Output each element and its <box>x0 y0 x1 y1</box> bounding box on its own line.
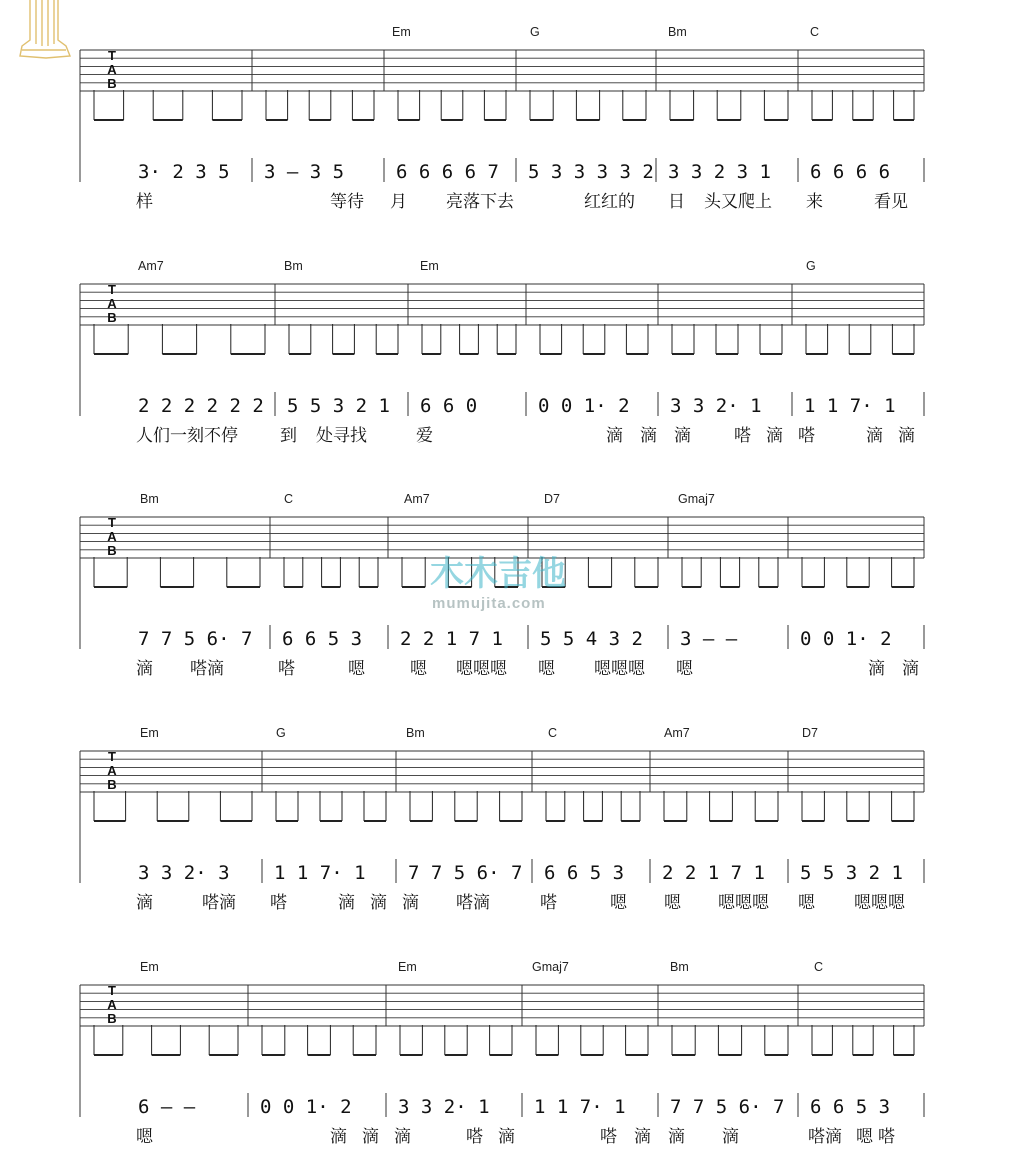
lyric-syllable: 滴 <box>402 893 419 913</box>
lyric-syllable: 头又爬上 <box>704 192 772 212</box>
lyric-syllable: 嗒滴 <box>190 659 224 679</box>
tab-clef-letter: B <box>107 310 117 325</box>
lyric-syllable: 嗯 <box>664 893 681 913</box>
jianpu-measure: 3 3 2 3 1 <box>668 161 771 183</box>
jianpu-measure: 6 6 5 3 <box>810 1096 891 1118</box>
lyric-syllable: 月 <box>390 192 407 212</box>
tab-clef-letter: A <box>107 997 117 1012</box>
lyric-syllable: 嗒 <box>278 659 295 679</box>
chord-name: Am7 <box>138 259 164 273</box>
lyric-syllable: 滴 <box>136 659 153 679</box>
jianpu-measure: 3· 2 3 5 <box>138 161 230 183</box>
lyric-syllable: 嗒 <box>798 426 815 446</box>
lyric-syllable: 样 <box>136 192 153 212</box>
lyric-syllable: 滴 <box>722 1127 739 1147</box>
jianpu-measure: 7 7 5 6· 7 <box>408 862 523 884</box>
lyric-syllable: 嗯 <box>538 659 555 679</box>
jianpu-measure: 3 3 2· 1 <box>670 395 762 417</box>
jianpu-measure: 2 2 1 7 1 <box>662 862 765 884</box>
chord-name: Gmaj7 <box>678 492 715 506</box>
jianpu-measure: 1 1 7· 1 <box>274 862 366 884</box>
lyric-syllable: 滴 <box>362 1127 379 1147</box>
chord-name: Bm <box>406 726 425 740</box>
jianpu-measure: 6 6 5 3 <box>282 628 363 650</box>
chord-name: G <box>806 259 816 273</box>
tab-clef-letter: A <box>107 62 117 77</box>
chord-name: D7 <box>802 726 818 740</box>
lyric-syllable: 等待 <box>330 192 364 212</box>
tab-clef-letter: T <box>108 515 116 530</box>
lyric-syllable: 滴 <box>868 659 885 679</box>
jianpu-measure: 6 – – <box>138 1096 196 1118</box>
jianpu-measure: 5 5 4 3 2 <box>540 628 643 650</box>
lyric-syllable: 嗯嗯嗯 <box>456 659 507 679</box>
lyric-syllable: 滴 <box>640 426 657 446</box>
jianpu-measure: 6 6 6 6 <box>810 161 891 183</box>
chord-name: Am7 <box>404 492 430 506</box>
tab-clef-letter: B <box>107 1011 117 1026</box>
tab-clef-letter: T <box>108 983 116 998</box>
lyric-syllable: 嗒滴 <box>202 893 236 913</box>
chord-name: Em <box>398 960 417 974</box>
chord-name: Am7 <box>664 726 690 740</box>
lyric-syllable: 滴 <box>674 426 691 446</box>
lyric-syllable: 嗒 <box>540 893 557 913</box>
jianpu-measure: 0 0 1· 2 <box>260 1096 352 1118</box>
guitar-logo-icon <box>20 0 70 58</box>
lyric-syllable: 到 <box>280 426 297 446</box>
lyric-syllable: 滴 <box>902 659 919 679</box>
lyric-syllable: 嗯 <box>348 659 365 679</box>
jianpu-measure: 5 5 3 2 1 <box>287 395 390 417</box>
tab-clef-letter: T <box>108 48 116 63</box>
jianpu-measure: 3 – 3 5 <box>264 161 345 183</box>
chord-name: Em <box>140 726 159 740</box>
lyric-syllable: 滴 <box>634 1127 651 1147</box>
watermark-site-cn: 木木吉他 <box>430 555 566 593</box>
tab-system <box>80 726 924 913</box>
tab-system <box>80 25 924 212</box>
jianpu-measure: 0 0 1· 2 <box>538 395 630 417</box>
chord-name: G <box>530 25 540 39</box>
jianpu-measure: 5 5 3 2 1 <box>800 862 903 884</box>
lyric-syllable: 看见 <box>874 192 908 212</box>
jianpu-measure: 6 6 5 3 <box>544 862 625 884</box>
tab-clef-letter: T <box>108 282 116 297</box>
watermark <box>430 555 566 612</box>
lyric-syllable: 嗒 <box>878 1127 895 1147</box>
jianpu-measure: 3 3 2· 3 <box>138 862 230 884</box>
jianpu-measure: 6 6 6 6 7 <box>396 161 499 183</box>
tab-clef-letter: A <box>107 296 117 311</box>
tab-clef-letter: T <box>108 749 116 764</box>
tab-clef-letter: B <box>107 76 117 91</box>
chord-name: G <box>276 726 286 740</box>
jianpu-measure: 1 1 7· 1 <box>804 395 896 417</box>
chord-name: C <box>810 25 820 39</box>
jianpu-measure: 2 2 2 2 2 2 <box>138 395 264 417</box>
lyric-syllable: 嗒滴 <box>808 1127 842 1147</box>
chord-name: Em <box>140 960 159 974</box>
jianpu-measure: 7 7 5 6· 7 <box>138 628 253 650</box>
jianpu-measure: 1 1 7· 1 <box>534 1096 626 1118</box>
jianpu-measure: 6 6 0 <box>420 395 478 417</box>
chord-name: Bm <box>284 259 303 273</box>
chord-name: Gmaj7 <box>532 960 569 974</box>
lyric-syllable: 嗯嗯嗯 <box>594 659 645 679</box>
lyric-syllable: 嗯 <box>856 1127 873 1147</box>
tab-system <box>80 259 924 446</box>
chord-name: Bm <box>670 960 689 974</box>
tab-clef-letter: B <box>107 777 117 792</box>
jianpu-measure: 2 2 1 7 1 <box>400 628 503 650</box>
jianpu-measure: 3 – – <box>680 628 738 650</box>
jianpu-measure: 5 3 3 3 3 2 <box>528 161 654 183</box>
lyric-syllable: 嗒 <box>734 426 751 446</box>
lyric-syllable: 滴 <box>668 1127 685 1147</box>
watermark-site-url: mumujita.com <box>432 595 546 612</box>
jianpu-measure: 7 7 5 6· 7 <box>670 1096 785 1118</box>
lyric-syllable: 滴 <box>766 426 783 446</box>
lyric-syllable: 来 <box>806 192 823 212</box>
lyric-syllable: 嗯 <box>676 659 693 679</box>
lyric-syllable: 嗯嗯嗯 <box>854 893 905 913</box>
tab-clef-letter: A <box>107 529 117 544</box>
lyric-syllable: 红红的 <box>584 192 635 212</box>
lyric-syllable: 滴 <box>898 426 915 446</box>
lyric-syllable: 滴 <box>136 893 153 913</box>
lyric-syllable: 处寻找 <box>316 426 367 446</box>
lyric-syllable: 滴 <box>866 426 883 446</box>
lyric-syllable: 嗯嗯嗯 <box>718 893 769 913</box>
chord-name: Bm <box>140 492 159 506</box>
lyric-syllable: 滴 <box>370 893 387 913</box>
lyric-syllable: 嗯 <box>798 893 815 913</box>
lyric-syllable: 嗒滴 <box>456 893 490 913</box>
chord-name: C <box>814 960 824 974</box>
lyric-syllable: 嗒 <box>600 1127 617 1147</box>
chord-name: C <box>548 726 558 740</box>
tab-system <box>80 960 924 1147</box>
tab-clef-letter: A <box>107 763 117 778</box>
lyric-syllable: 嗒 <box>270 893 287 913</box>
chord-name: Bm <box>668 25 687 39</box>
chord-name: Em <box>392 25 411 39</box>
lyric-syllable: 爱 <box>416 426 433 446</box>
lyric-syllable: 嗯 <box>136 1127 153 1147</box>
lyric-syllable: 滴 <box>338 893 355 913</box>
lyric-syllable: 人们一刻不停 <box>136 426 238 446</box>
lyric-syllable: 嗯 <box>610 893 627 913</box>
jianpu-measure: 0 0 1· 2 <box>800 628 892 650</box>
tab-clef-letter: B <box>107 543 117 558</box>
chord-name: D7 <box>544 492 560 506</box>
chord-name: Em <box>420 259 439 273</box>
lyric-syllable: 滴 <box>330 1127 347 1147</box>
lyric-syllable: 滴 <box>606 426 623 446</box>
lyric-syllable: 滴 <box>498 1127 515 1147</box>
lyric-syllable: 滴 <box>394 1127 411 1147</box>
lyric-syllable: 亮落下去 <box>446 192 514 212</box>
jianpu-measure: 3 3 2· 1 <box>398 1096 490 1118</box>
lyric-syllable: 日 <box>668 192 685 212</box>
lyric-syllable: 嗯 <box>410 659 427 679</box>
lyric-syllable: 嗒 <box>466 1127 483 1147</box>
chord-name: C <box>284 492 294 506</box>
